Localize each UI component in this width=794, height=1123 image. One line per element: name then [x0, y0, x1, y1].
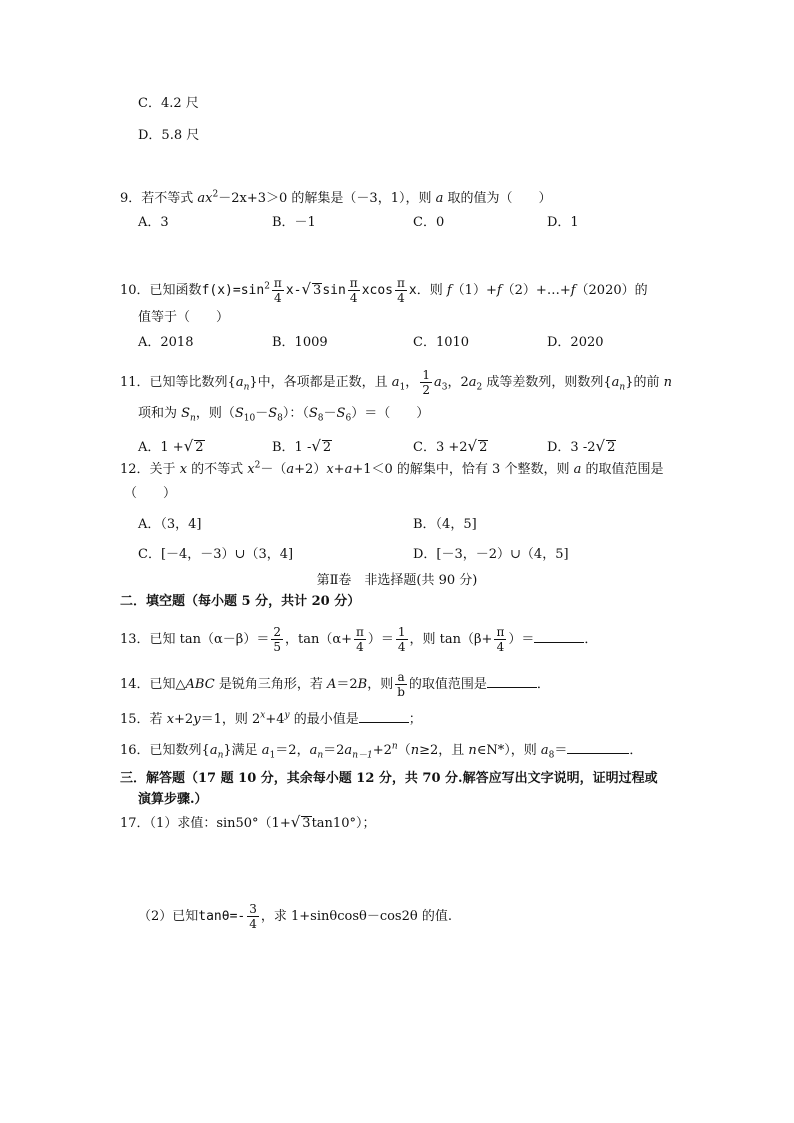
sqrt-icon: √ — [467, 437, 478, 455]
q11-option-a: A．1 +√ 2 — [138, 437, 204, 455]
question-11: 11．已知等比数列$\{a_n\}$中，各项都是正数，且 $a_1$， $\frac{1}{2}$ $a_3$，$2a_2$ 成等差数列，则数列$\{a_n\}$的前 n — [120, 368, 672, 397]
q9-option-c: C．0 — [413, 215, 445, 230]
q13-fraction-3: $\frac{1}{4}$ — [397, 625, 406, 654]
q9-number: 9． — [120, 191, 142, 206]
q10-number: 10． — [120, 283, 150, 298]
question-17-part-2: （2）已知tanθ=- $\frac{3}{4}$ ，求 1+sinθcosθ－cos2θ 的值. — [138, 902, 452, 931]
sqrt-icon: √ — [290, 813, 301, 831]
q11-option-d: D．3 -2√ 2 — [547, 437, 616, 455]
sqrt-icon: √ — [183, 437, 194, 455]
q9-text-2: －2x+3＞0 的解集是（－3，1），则 — [218, 191, 436, 206]
q10-text-2: ．则 — [416, 283, 447, 298]
q13-fraction-2: $\frac{\pi}{4}$ — [356, 625, 364, 654]
q9-ax: ax — [197, 191, 213, 206]
q11-line-2: 项和为 $S_n$，则$(S_{10}-S_8)$：$(S_8-S_6)=$（ ） — [138, 406, 430, 424]
q16-answer-blank[interactable] — [567, 741, 629, 754]
q10-fraction-1: $\frac{\pi}{4}$ — [273, 276, 282, 305]
q12-line-2: （ ） — [124, 486, 177, 501]
q12-option-a: A．（3，4] — [138, 517, 202, 532]
q9-text-3: 取的值为（ ） — [443, 191, 552, 206]
question-10: 10．已知函数$f(x)=\sin^2$ $\frac{\pi}{4}$ x-√ 3sin $\frac{\pi}{4}$ xcos $\frac{\pi}{4}$ x．则 f（1）+f（2）+…+f（2020）的 — [120, 276, 648, 305]
q8-option-c: C．4.2 尺 — [138, 96, 199, 111]
q10-option-c: C．1010 — [413, 335, 470, 350]
question-17-part-1: 17．（1）求值：sin50°（1+√ 3tan10°）； — [120, 813, 376, 831]
q12-option-c: C．[－4，－3）∪（3，4] — [138, 547, 294, 562]
q9-option-b: B．－1 — [272, 215, 316, 230]
q9-text-1: 若不等式 — [141, 191, 198, 206]
sqrt-icon: √ — [595, 437, 606, 455]
q11-option-c: C．3 +2√ 2 — [413, 437, 488, 455]
q9-option-d: D．1 — [547, 215, 579, 230]
q9-option-a: A．3 — [138, 215, 169, 230]
q10-fraction-3: $\frac{\pi}{4}$ — [397, 276, 405, 305]
part-2-title: 二．填空题（每小题 5 分，共计 20 分） — [120, 594, 361, 609]
q9-a: a — [435, 191, 444, 206]
q10-radicand: 3 — [313, 283, 322, 298]
section-2-header: 第Ⅱ卷 非选择题(共 90 分) — [316, 573, 478, 588]
q9-exponent: 2 — [212, 189, 219, 200]
question-15: 15．若 x+2y＝1，则 $2^x+4^y$ 的最小值是 ； — [120, 710, 422, 727]
q12-option-b: B．（4，5] — [413, 517, 477, 532]
q10-sin: sin — [322, 283, 346, 298]
q14-fraction: $\frac{a}{b}$ — [397, 670, 405, 699]
sqrt-icon: √ — [311, 437, 321, 455]
sqrt-icon: √ — [301, 280, 312, 298]
question-13: 13．已知 tan（α－β）＝ $\frac{2}{5}$ ，tan（α+ $\frac{\pi}{4}$ ）＝ $\frac{1}{4}$ ，则 tan（β+ $\frac{\pi}{4}$ ）＝ ． — [120, 625, 598, 654]
part-3-title-line-1: 三．解答题（17 题 10 分，其余每小题 12 分，共 70 分.解答应写出文字说明，证明过程或 — [120, 771, 658, 786]
part-3-title-line-2: 演算步骤.） — [138, 792, 208, 807]
q10-x-end: x — [408, 283, 417, 298]
question-9 — [120, 190, 552, 208]
q10-f-part: f(x)=sin — [201, 283, 265, 298]
q8-option-d: D．5.8 尺 — [138, 128, 200, 143]
q10-option-b: B．1009 — [272, 335, 328, 350]
q13-fraction-1: $\frac{2}{5}$ — [273, 625, 281, 654]
q10-option-a: A．2018 — [138, 335, 194, 350]
q14-answer-blank[interactable] — [487, 675, 537, 688]
q11-option-b: B．1 -√ 2 — [272, 437, 332, 455]
q13-answer-blank[interactable] — [534, 630, 584, 643]
q10-line-2: 值等于（ ） — [138, 310, 230, 325]
q12-option-d: D．[－3，－2）∪（4，5] — [413, 547, 569, 562]
q13-fraction-4: $\frac{\pi}{4}$ — [496, 625, 505, 654]
q10-fraction-2: $\frac{\pi}{4}$ — [349, 276, 358, 305]
q17-fraction: $\frac{3}{4}$ — [249, 902, 257, 931]
question-16: 16．已知数列$\{a_n\}$满足 $a_1=2$，$a_n=2a_{n-1}+2^n(n\ge 2$，且 n∈N*），则 $a_8=$ ． — [120, 741, 643, 761]
q15-answer-blank[interactable] — [359, 710, 409, 723]
q10-xcos: xcos — [361, 283, 393, 298]
q10-text-1: 已知函数 — [149, 283, 202, 298]
q10-option-d: D．2020 — [547, 335, 604, 350]
question-12: 12．关于 x 的不等式 $x^2-(a+2)x+a+1<0$ 的解集中，恰有 3 个整数，则 a 的取值范围是 — [120, 460, 664, 477]
q10-x-minus: x- — [285, 283, 302, 298]
q11-fraction-half: $\frac{1}{2}$ — [422, 368, 430, 397]
question-14: 14．已知△ABC 是锐角三角形，若 A＝2B，则 $\frac{a}{b}$ 的取值范围是 ． — [120, 670, 550, 699]
q10-exponent: 2 — [264, 281, 270, 292]
